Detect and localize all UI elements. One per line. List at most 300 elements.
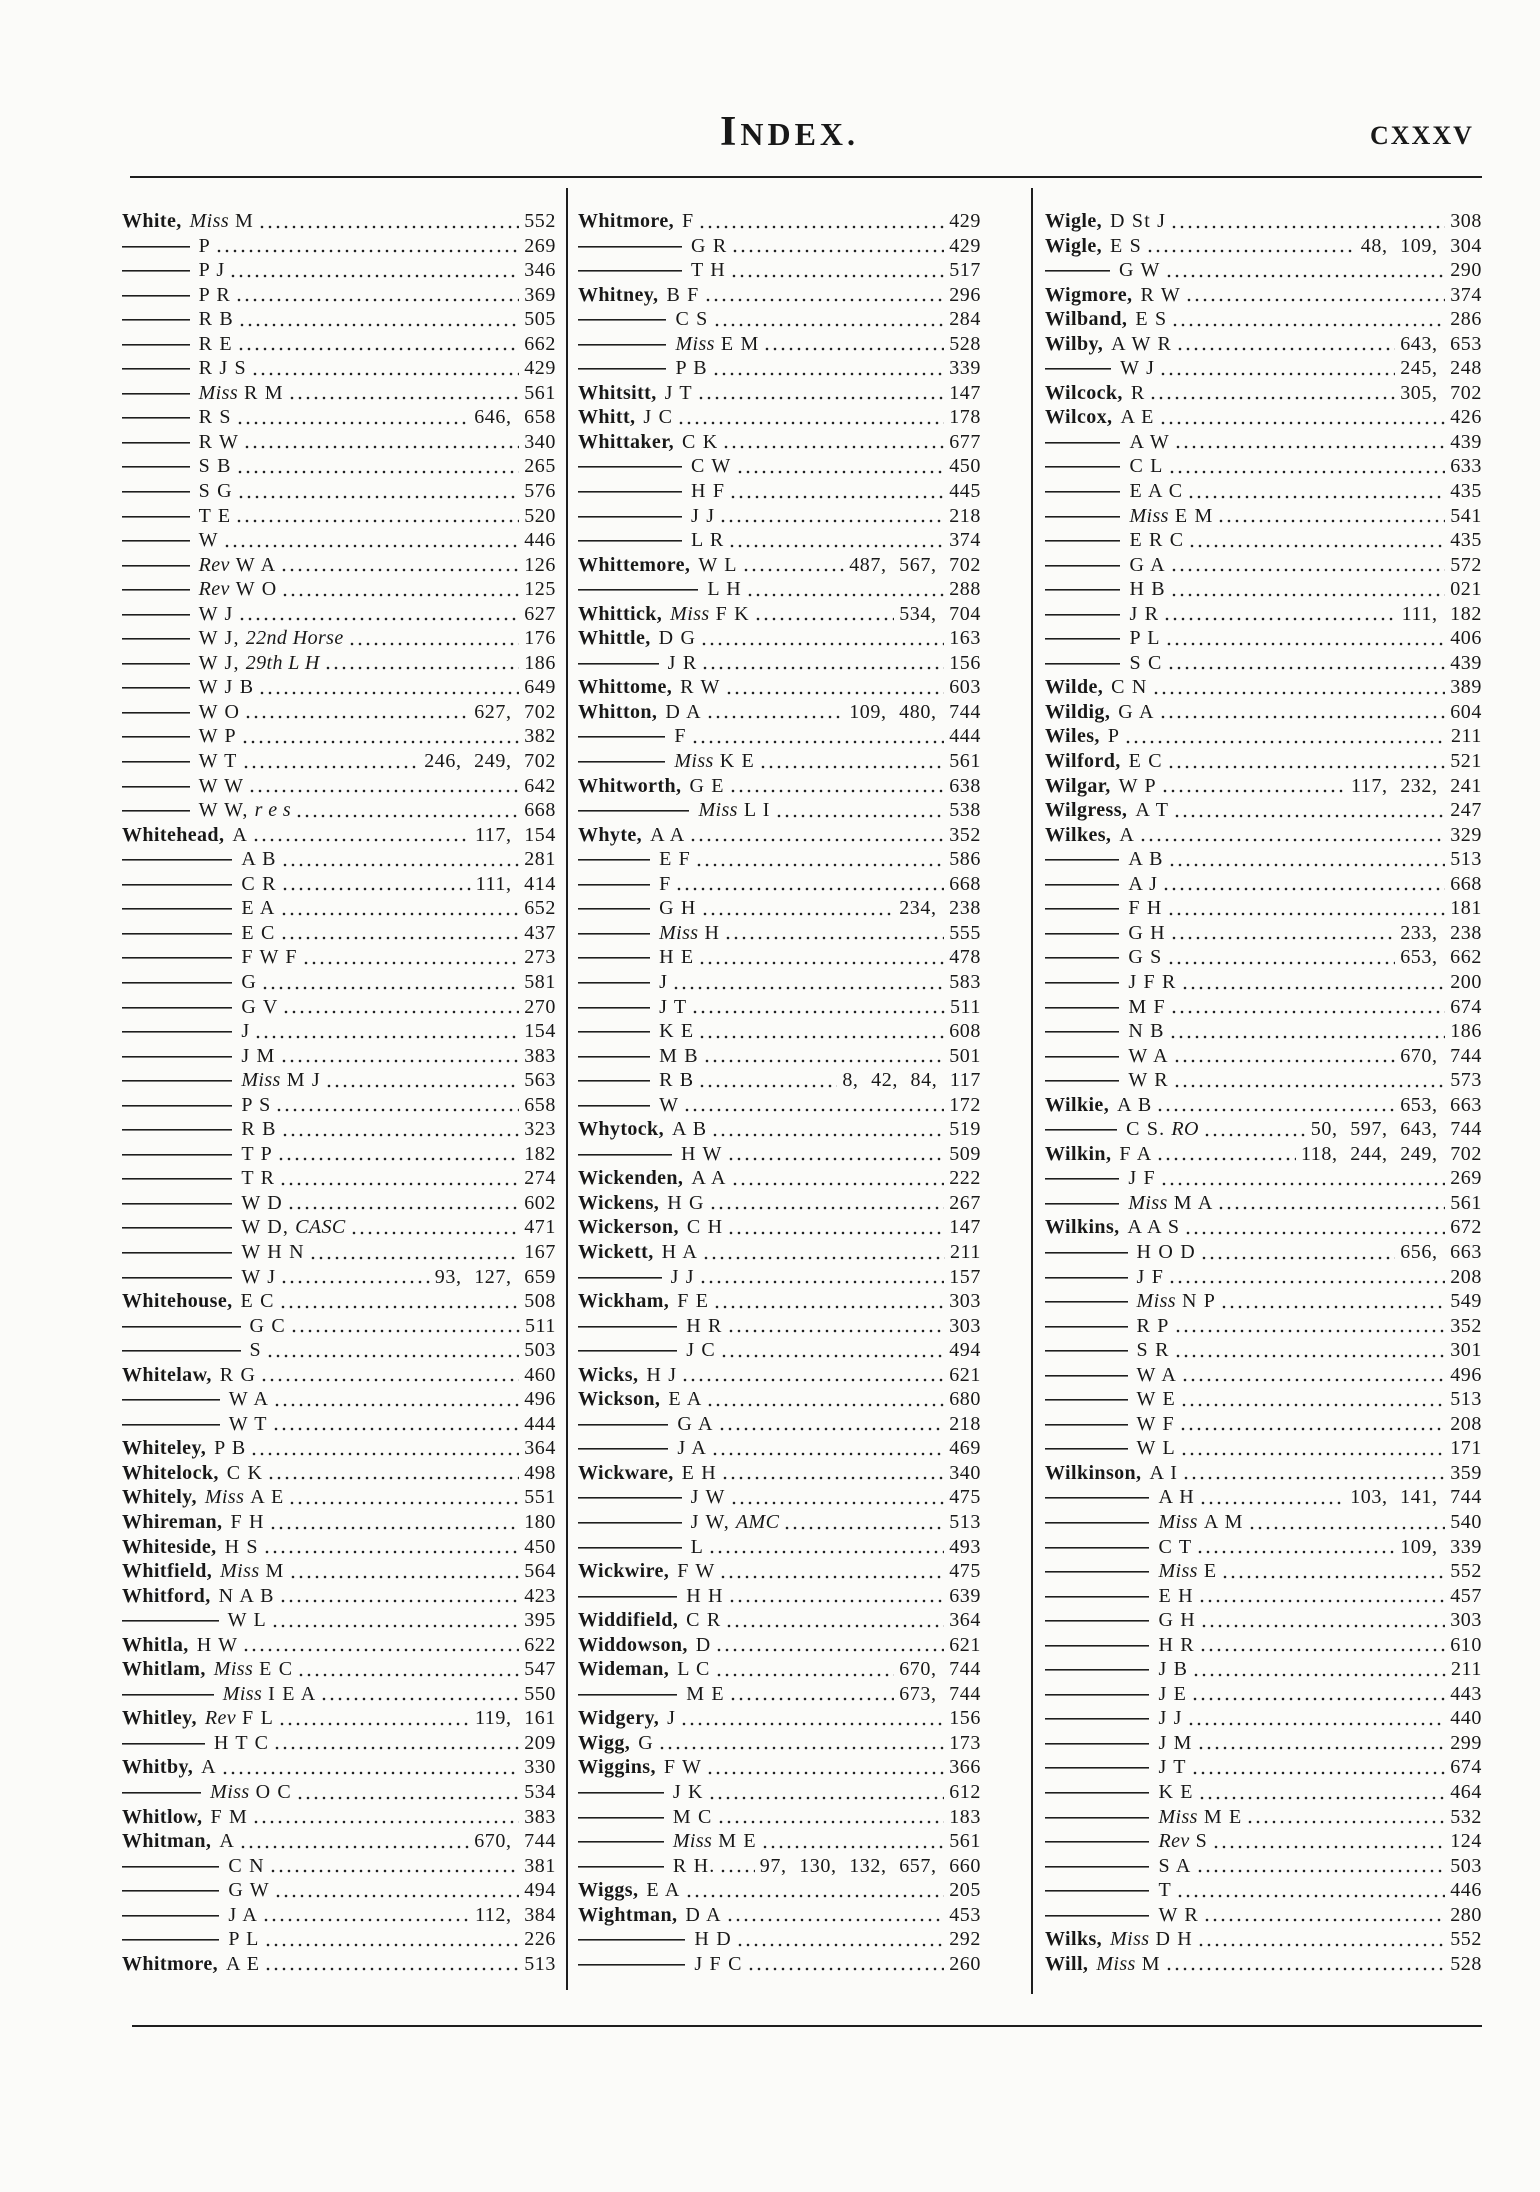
entry-initials: N P [1181, 1290, 1217, 1313]
dot-leader [697, 381, 944, 406]
ditto-dash [578, 356, 666, 381]
index-subentry [578, 1854, 981, 1879]
entry-initials: E C [241, 921, 276, 944]
ditto-dash [122, 1093, 232, 1118]
index-subentry [122, 1117, 556, 1142]
ditto-dash [1045, 1633, 1149, 1658]
dot-leader [1171, 307, 1445, 332]
dot-leader [1203, 1903, 1445, 1928]
dot-leader [1217, 504, 1445, 529]
index-subentry [122, 1019, 556, 1044]
entry-initials: W W [198, 774, 245, 797]
ditto-dash [122, 1044, 232, 1069]
ditto-dash [1045, 504, 1120, 529]
entry-pages: 273 [524, 946, 556, 969]
entry-pages: 513 [524, 1952, 556, 1975]
ditto-dash [578, 1068, 650, 1093]
dot-leader [281, 1117, 520, 1142]
entry-pages: 573 [1450, 1069, 1482, 1092]
index-subentry [578, 1093, 981, 1118]
dot-leader [1161, 774, 1346, 799]
ditto-dash [1045, 1265, 1128, 1290]
entry-initials: H [704, 921, 721, 944]
ditto-dash [578, 921, 650, 946]
entry-surname: Will, [1045, 1952, 1089, 1975]
dot-leader [1180, 1387, 1445, 1412]
index-subentry [578, 454, 981, 479]
entry-initials: J R [667, 651, 698, 674]
dot-leader [1149, 381, 1395, 406]
entry-initials: P L [1129, 627, 1161, 650]
entry-surname: Whitelaw, [122, 1363, 212, 1386]
ditto-dash [578, 945, 650, 970]
dot-leader [271, 1608, 519, 1633]
dot-leader [1165, 626, 1446, 651]
index-entry [1045, 774, 1482, 799]
entry-initials: B F [666, 283, 700, 306]
index-subentry [578, 1044, 981, 1069]
dot-leader [1139, 823, 1445, 848]
entry-title: Miss [220, 1560, 260, 1583]
index-subentry [1045, 430, 1482, 455]
index-entry [1045, 381, 1482, 406]
entry-initials: C K [682, 430, 719, 453]
index-entry [578, 405, 981, 430]
entry-pages: 125 [524, 578, 556, 601]
index-subentry [122, 602, 556, 627]
ditto-dash [1045, 1584, 1149, 1609]
entry-pages: 183 [949, 1805, 981, 1828]
entry-initials: E A [668, 1388, 703, 1411]
ditto-dash [122, 602, 190, 627]
entry-initials: H J [646, 1363, 678, 1386]
entry-pages: 329 [1450, 823, 1482, 846]
dot-leader [700, 626, 944, 651]
index-entry [1045, 1927, 1482, 1952]
entry-pages: 301 [1450, 1339, 1482, 1362]
entry-pages: 552 [524, 210, 556, 232]
entry-pages: 111, 182 [1401, 602, 1482, 625]
entry-initials: J A [228, 1903, 259, 1926]
entry-surname: Wilde, [1045, 676, 1104, 699]
ditto-dash [1045, 1805, 1149, 1830]
entry-pages: 381 [524, 1854, 556, 1877]
entry-initials: W W, [198, 799, 249, 822]
index-subentry [1045, 995, 1482, 1020]
ditto-dash [1045, 921, 1119, 946]
entry-initials: G V [241, 995, 279, 1018]
entry-pages: 171 [1450, 1437, 1482, 1460]
dot-leader [279, 1289, 519, 1314]
entry-initials: S B [198, 455, 232, 478]
entry-initials: W O [198, 700, 241, 723]
entry-initials: H B [1129, 578, 1166, 601]
entry-pages: 672 [1450, 1216, 1482, 1239]
entry-initials: W L [227, 1609, 267, 1632]
ditto-dash [578, 479, 682, 504]
ditto-dash [578, 504, 682, 529]
index-subentry [122, 1338, 556, 1363]
dot-leader [719, 1559, 944, 1584]
ditto-dash [122, 1265, 232, 1290]
entry-pages: 668 [949, 872, 981, 895]
entry-initials: F H [1128, 897, 1163, 920]
dot-leader [258, 675, 519, 700]
index-entry [578, 1363, 981, 1388]
entry-pages: 364 [524, 1437, 556, 1460]
entry-initials: J [241, 1020, 251, 1043]
entry-pages: 621 [949, 1363, 981, 1386]
entry-pages: 205 [949, 1879, 981, 1902]
index-subentry [1045, 1314, 1482, 1339]
entry-title: Miss [674, 750, 714, 773]
dot-leader [715, 1633, 944, 1658]
ditto-dash [578, 1584, 677, 1609]
entry-pages: 296 [949, 283, 981, 306]
entry-pages: 656, 663 [1400, 1240, 1482, 1263]
entry-initials: K E [659, 1020, 695, 1043]
entry-title: Miss [210, 1781, 250, 1803]
dot-leader [1156, 1142, 1296, 1167]
index-subentry [1045, 1755, 1482, 1780]
entry-title: Rev [198, 578, 230, 601]
index-entry [578, 1657, 981, 1682]
dot-leader [736, 1927, 944, 1952]
entry-surname: Whitby, [122, 1756, 194, 1779]
ditto-dash [122, 945, 232, 970]
entry-title: Miss [659, 921, 699, 944]
ditto-dash [1045, 626, 1120, 651]
dot-leader [727, 1142, 945, 1167]
dot-leader [725, 675, 945, 700]
entry-pages: 346 [524, 259, 556, 282]
entry-pages: 163 [949, 627, 981, 650]
ditto-dash [578, 454, 682, 479]
ditto-dash [578, 1338, 677, 1363]
entry-pages: 117, 154 [474, 823, 556, 846]
dot-leader [288, 1485, 519, 1510]
index-subentry [1045, 921, 1482, 946]
index-subentry [122, 1240, 556, 1265]
entry-initials: T H [691, 259, 726, 282]
dot-leader [1197, 1927, 1445, 1952]
ditto-dash [1045, 1338, 1128, 1363]
ditto-dash [1045, 1019, 1119, 1044]
dot-leader [325, 1068, 519, 1093]
entry-title: Miss [204, 1486, 245, 1509]
entry-initials: D A [685, 1903, 722, 1926]
dot-leader [278, 1706, 470, 1731]
entry-surname: Wickerson, [578, 1216, 679, 1239]
entry-pages: 303 [1450, 1609, 1482, 1632]
index-subentry [1045, 1289, 1482, 1314]
entry-pages: 308 [1450, 210, 1482, 232]
dot-leader [1168, 847, 1446, 872]
index-entry [122, 823, 556, 848]
dot-leader [1159, 356, 1395, 381]
entry-initials: G A [1118, 700, 1155, 723]
ditto-dash [122, 1240, 232, 1265]
entry-title: Miss [1096, 1952, 1136, 1975]
dot-leader [296, 1780, 519, 1805]
dot-leader [1191, 1755, 1445, 1780]
index-subentry [122, 577, 556, 602]
ditto-dash [1045, 1755, 1149, 1780]
index-subentry [122, 1682, 556, 1707]
entry-pages: 126 [524, 553, 556, 576]
index-subentry [1045, 553, 1482, 578]
entry-surname: Whittaker, [578, 430, 675, 453]
entry-initials: G H [659, 897, 697, 920]
index-subentry [122, 1412, 556, 1437]
entry-pages: 547 [524, 1658, 556, 1681]
entry-initials: E A C [1129, 480, 1184, 503]
entry-surname: Wickenden, [578, 1167, 684, 1190]
dot-leader [680, 1706, 944, 1731]
dot-leader [702, 1240, 945, 1265]
entry-pages: 429 [949, 210, 981, 232]
dot-leader [1159, 405, 1446, 430]
entry-pages: 323 [524, 1118, 556, 1141]
index-subentry [122, 1927, 556, 1952]
dot-leader [1169, 1019, 1445, 1044]
index-entry [578, 1117, 981, 1142]
entry-initials: G [241, 970, 257, 993]
entry-title: Rev [204, 1707, 237, 1730]
index-subentry [1045, 1584, 1482, 1609]
dot-leader [295, 798, 519, 823]
dot-leader [708, 1535, 944, 1560]
index-subentry [122, 774, 556, 799]
entry-initials: G A [677, 1412, 714, 1435]
ditto-dash [1045, 1117, 1117, 1142]
index-entry [1045, 798, 1482, 823]
entry-initials: A T [1135, 799, 1170, 822]
ditto-dash [578, 1510, 682, 1535]
dot-leader [1191, 1682, 1445, 1707]
ditto-dash [122, 675, 190, 700]
entry-initials: A H [1158, 1486, 1195, 1509]
entry-pages: 586 [949, 848, 981, 871]
entry-surname: Whitlow, [122, 1805, 203, 1828]
dot-leader [235, 504, 519, 529]
entry-pages: 494 [949, 1339, 981, 1362]
entry-surname: Wickett, [578, 1240, 654, 1263]
entry-pages: 374 [1450, 283, 1482, 306]
index-entry [578, 1731, 981, 1756]
index-subentry [122, 1265, 556, 1290]
entry-pages: 154 [524, 1020, 556, 1043]
entry-initials: N B [1128, 1020, 1165, 1043]
index-entry [1045, 1142, 1482, 1167]
entry-pages: 668 [524, 799, 556, 822]
entry-pages: 226 [524, 1928, 556, 1951]
ditto-dash [1045, 1903, 1149, 1928]
entry-pages: 426 [1450, 406, 1482, 429]
entry-initials: M F [1128, 995, 1166, 1018]
dot-leader [239, 1829, 469, 1854]
entry-initials: A J [1128, 872, 1159, 895]
entry-pages: 469 [949, 1437, 981, 1460]
ditto-dash [578, 1780, 664, 1805]
entry-initials: M J [286, 1069, 321, 1092]
dot-leader [290, 1314, 520, 1339]
ditto-dash [122, 626, 190, 651]
ditto-dash [578, 1314, 677, 1339]
index-subentry [578, 1682, 981, 1707]
index-subentry [122, 1068, 556, 1093]
entry-pages: 93, 127, 659 [434, 1265, 556, 1288]
ditto-dash [122, 651, 190, 676]
entry-initials: L [690, 1535, 705, 1558]
index-entry [578, 675, 981, 700]
ditto-dash [122, 258, 190, 283]
index-subentry [578, 1338, 981, 1363]
entry-surname: Whitelock, [122, 1461, 219, 1484]
entry-initials: T E [198, 504, 232, 527]
ditto-dash [578, 1142, 672, 1167]
entry-pages: 274 [524, 1167, 556, 1190]
entry-title: Miss [198, 381, 239, 404]
dot-leader [261, 970, 519, 995]
ditto-dash [1045, 1878, 1149, 1903]
dot-leader [280, 921, 520, 946]
entry-initials: W J [241, 1265, 277, 1288]
entry-pages: 340 [524, 430, 556, 453]
dot-leader [731, 234, 944, 259]
dot-leader [703, 1044, 944, 1069]
entry-initials: A M [1203, 1510, 1244, 1533]
index-entry [1045, 1215, 1482, 1240]
entry-pages: 534, 704 [899, 602, 981, 625]
entry-pages: 186 [1450, 1020, 1482, 1043]
index-subentry [1045, 945, 1482, 970]
entry-pages: 439 [1450, 651, 1482, 674]
index-subentry [122, 1044, 556, 1069]
dot-leader [287, 1191, 519, 1216]
entry-initials: S R [1136, 1339, 1170, 1362]
entry-pages: 505 [524, 308, 556, 331]
dot-leader [1187, 479, 1445, 504]
entry-initials: M [235, 210, 254, 232]
entry-pages: 457 [1450, 1584, 1482, 1607]
entry-initials: J E [1158, 1682, 1188, 1705]
entry-surname: Wilcox, [1045, 406, 1113, 429]
index-entry [122, 1706, 556, 1731]
dot-leader [724, 921, 944, 946]
index-subentry [1045, 1338, 1482, 1363]
entry-initials: W [198, 529, 219, 552]
dot-leader [1199, 1485, 1345, 1510]
entry-surname: Whireman, [122, 1510, 223, 1533]
dot-leader [695, 847, 944, 872]
entry-pages: 440 [1450, 1707, 1482, 1730]
entry-surname: Whitford, [122, 1584, 211, 1607]
dot-leader [221, 1755, 519, 1780]
entry-initials: W T [198, 750, 238, 773]
entry-title: Miss [698, 799, 738, 822]
entry-surname: Whytock, [578, 1118, 664, 1141]
index-entry [1045, 1461, 1482, 1486]
dot-leader [1220, 1289, 1445, 1314]
index-column [122, 209, 556, 1976]
ditto-dash [578, 234, 682, 259]
entry-initials: A A [650, 823, 686, 846]
entry-pages: 517 [949, 259, 981, 282]
ditto-dash [122, 798, 190, 823]
dot-leader [288, 381, 519, 406]
index-subentry [1045, 626, 1482, 651]
entry-pages: 503 [524, 1339, 556, 1362]
dot-leader [279, 1584, 520, 1609]
entry-surname: Wilkinson, [1045, 1461, 1142, 1484]
index-subentry [578, 995, 981, 1020]
entry-surname: Wiles, [1045, 725, 1100, 748]
entry-initials: P [198, 234, 211, 257]
dot-leader [1184, 1215, 1445, 1240]
entry-initials: D St J [1110, 210, 1167, 232]
dot-leader [729, 1682, 894, 1707]
entry-initials: P [1107, 725, 1121, 748]
index-subentry [578, 1780, 981, 1805]
entry-pages: 621 [949, 1633, 981, 1656]
dot-leader [1217, 1191, 1445, 1216]
entry-initials: W D [241, 1191, 283, 1214]
ditto-dash [1045, 356, 1111, 381]
ditto-dash [578, 1265, 662, 1290]
ditto-dash [578, 1044, 650, 1069]
entry-pages: 662 [524, 332, 556, 355]
entry-pages: 603 [949, 676, 981, 699]
dot-leader [281, 872, 471, 897]
entry-initials: J T [1158, 1756, 1187, 1779]
dot-leader [1173, 798, 1445, 823]
dot-leader [263, 1535, 519, 1560]
entry-initials: M E [1203, 1805, 1243, 1828]
index-entry [578, 823, 981, 848]
index-entry [578, 1240, 981, 1265]
index-subentry [1045, 1731, 1482, 1756]
index-subentry [1045, 1510, 1482, 1535]
index-entry [122, 209, 556, 234]
index-subentry [122, 381, 556, 406]
index-entry [1045, 209, 1482, 234]
entry-initials: W D, [241, 1216, 290, 1239]
entry-title: Miss [189, 210, 230, 232]
column-rule [1031, 188, 1033, 1994]
entry-qualifier: AMC [735, 1510, 780, 1533]
index-subentry [1045, 1117, 1482, 1142]
entry-initials: H A [661, 1240, 698, 1263]
dot-leader [1165, 258, 1446, 283]
entry-initials: F L [242, 1707, 274, 1730]
index-entry [1045, 405, 1482, 430]
entry-pages: 444 [949, 725, 981, 748]
ditto-dash [578, 749, 665, 774]
index-subentry [122, 995, 556, 1020]
entry-initials: L C [677, 1658, 711, 1681]
dot-leader [658, 1731, 944, 1756]
entry-initials: F W [677, 1560, 716, 1583]
index-entry [578, 774, 981, 799]
entry-initials: W F [1136, 1412, 1175, 1435]
index-entry [122, 1363, 556, 1388]
entry-initials: L H [707, 578, 742, 601]
entry-pages: 653, 663 [1400, 1093, 1482, 1116]
ditto-dash [1045, 1314, 1128, 1339]
entry-initials: J F R [1128, 970, 1177, 993]
dot-leader [229, 258, 519, 283]
